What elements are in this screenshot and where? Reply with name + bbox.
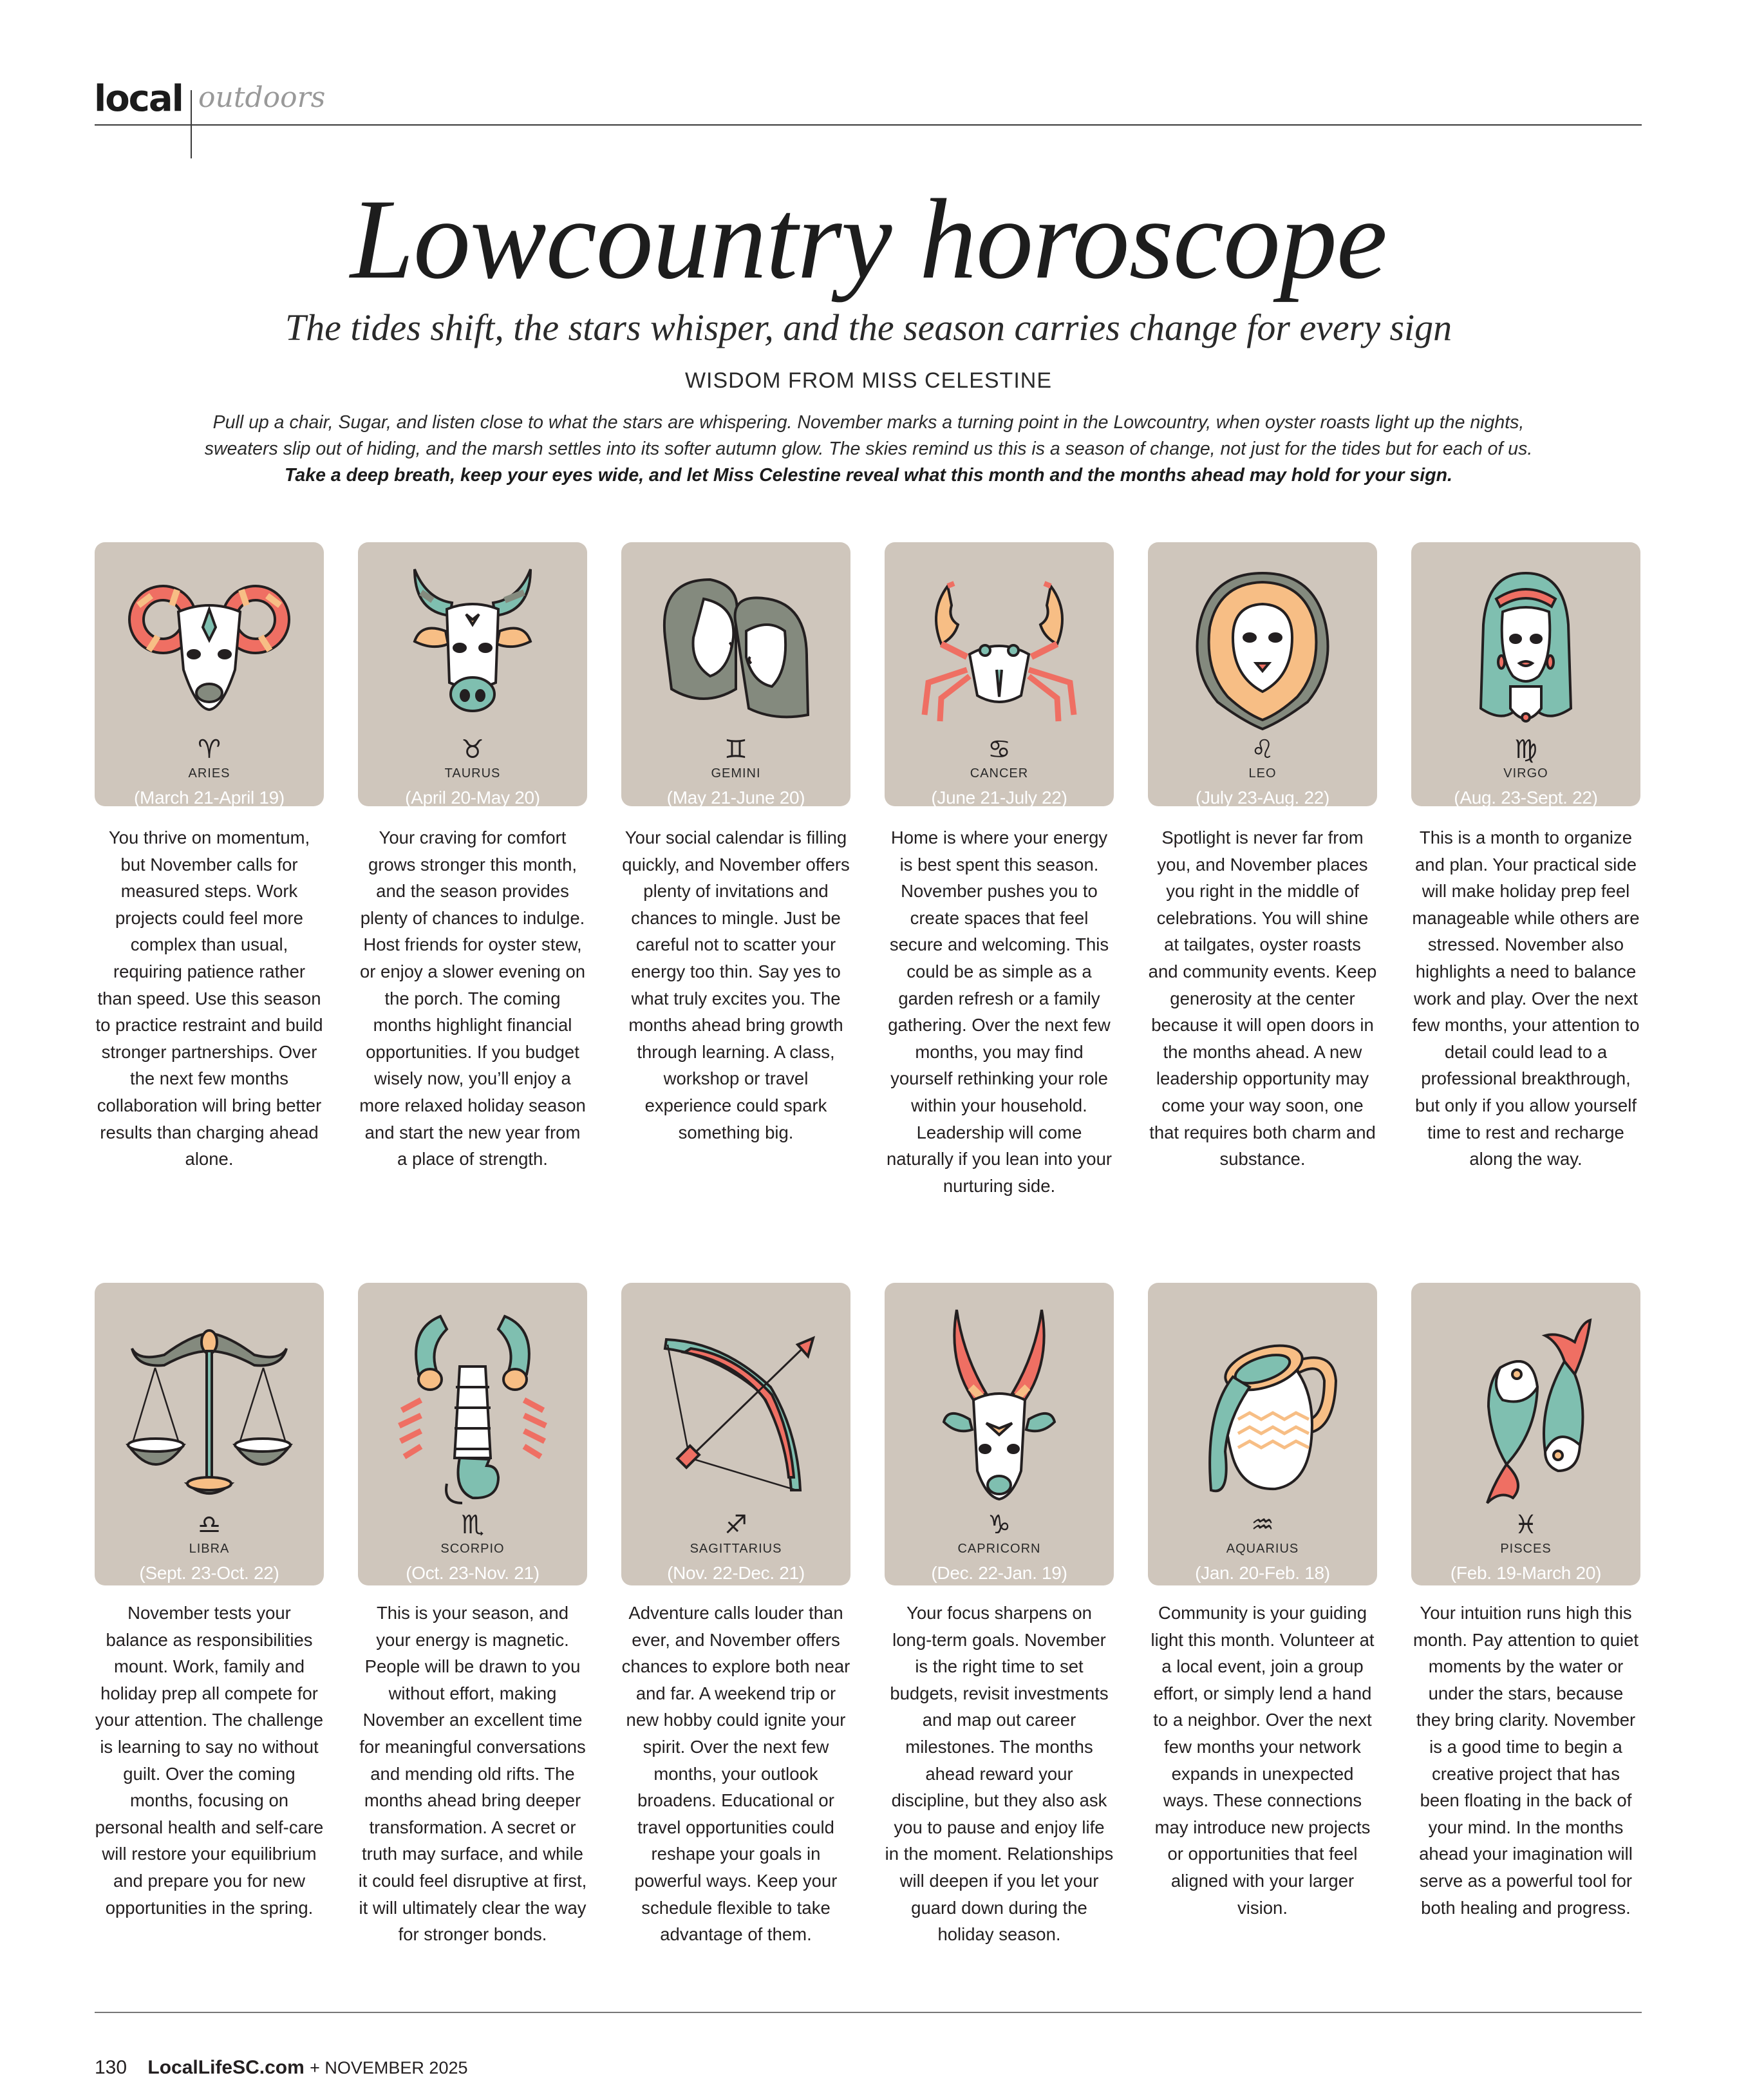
sign-taurus (358, 542, 587, 1217)
signs-row-2 (95, 1283, 1640, 1965)
fish-icon (1429, 1297, 1622, 1509)
sign-aquarius (1148, 1283, 1377, 1965)
sign-description: Your intuition runs high this month. Pay attention to quiet moments by the water or under the stars, because they bring clarity. November is a good time to begin a creative project that has been floating in the back of your mind. In the months ahead your imagination will serve as a powerful tool for both healing and progress. (1413, 1603, 1639, 1918)
sign-card (1148, 542, 1377, 806)
sign-name: CAPRICORN (957, 1542, 1041, 1556)
sign-description: This is a month to organize and plan. Your practical side will make holiday prep feel manageable while others are stressed. November also highlights a need to balance work and play. Over the next few months, your attention to detail could lead to a professional breakthrough, but only if you allow yourself time to rest and recharge along the way. (1412, 828, 1640, 1169)
sign-description: Your craving for comfort grows stronger this month, and the season provides plenty of chances to indulge. Host friends for oyster stew, or enjoy a slower evening on the porch. The coming months highlight financial opportunities. If you budget wisely now, you’ll enjoy a more relaxed holiday season and start the new year from a place of strength. (359, 828, 586, 1169)
sign-card (95, 542, 324, 806)
header-rule (95, 124, 1642, 126)
scales-icon (113, 1297, 306, 1509)
sign-description: Home is where your energy is best spent this season. November pushes you to create spaces that feel secure and welcoming. This could be as simple as a garden refresh or a family gathering. Over the next few months, you may find yourself rethinking your role within your household. Leadership will come naturally if you lean into your nurturing side. (886, 828, 1113, 1196)
sign-card (885, 542, 1114, 806)
sign-name: LEO (1248, 766, 1277, 780)
sign-dates: (Oct. 23-Nov. 21) (406, 1563, 540, 1583)
sign-pisces (1411, 1283, 1640, 1965)
footer-rule (95, 2012, 1642, 2013)
taurus-glyph-icon: ♉︎ (461, 735, 484, 764)
bow-arrow-icon (639, 1297, 832, 1509)
sign-description: Community is your guiding light this month. Volunteer at a local event, join a group effort, or simply lend a hand to a neighbor. Over the next few months your network expands in unexpected ways. These connections may introduce new projects or opportunities that feel aligned with your larger vision. (1150, 1603, 1375, 1918)
sign-dates: (June 21-July 22) (931, 788, 1067, 808)
capricorn-glyph-icon: ♑︎ (988, 1510, 1011, 1540)
sign-scorpio (358, 1283, 587, 1965)
gemini-glyph-icon: ♊︎ (724, 735, 747, 764)
sign-card (1411, 1283, 1640, 1585)
sign-card (358, 542, 587, 806)
sign-dates: (Jan. 20-Feb. 18) (1195, 1563, 1330, 1583)
maiden-icon (1429, 560, 1622, 734)
page-number: 130 (95, 2057, 127, 2078)
virgo-glyph-icon: ♍︎ (1514, 735, 1537, 764)
sign-capricorn (885, 1283, 1114, 1965)
sign-description: You thrive on momentum, but November calls for measured steps. Work projects could feel more complex than usual, requiring patience rather than speed. Use this season to practice restraint and build stronger partnerships. Over the next few months collaboration will bring better results than charging ahead alone. (95, 828, 323, 1169)
lion-icon (1166, 560, 1359, 734)
sign-name: VIRGO (1503, 766, 1548, 780)
sign-name: TAURUS (444, 766, 501, 780)
sign-name: PISCES (1500, 1542, 1552, 1556)
section-label: outdoors (198, 81, 326, 114)
sign-dates: (March 21-April 19) (134, 788, 285, 808)
intro-bold-text: Take a deep breath, keep your eyes wide, and let Miss Celestine reveal what this month and the months ahead may hold for your sign. (285, 465, 1452, 486)
sign-virgo (1411, 542, 1640, 1217)
sign-dates: (May 21-June 20) (666, 788, 805, 808)
sign-card (95, 1283, 324, 1585)
cancer-glyph-icon: ♋︎ (988, 735, 1011, 764)
leo-glyph-icon: ♌︎ (1251, 735, 1274, 764)
byline: WISDOM FROM MISS CELESTINE (684, 368, 1053, 393)
sign-dates: (Aug. 23-Sept. 22) (1454, 788, 1598, 808)
scorpion-icon (376, 1297, 569, 1509)
sign-leo (1148, 542, 1377, 1217)
intro-text: Pull up a chair, Sugar, and listen close to what the stars are whispering. November marks a turning point in the Lowcountry, when oyster roasts light up the nights, sweaters slip out of hiding, and the marsh settles into its softer autumn glow. The skies remind us this is a season of change, not just for the tides but for each of us. (204, 412, 1533, 459)
twins-icon (639, 560, 832, 734)
sign-description: Adventure calls louder than ever, and November offers chances to explore both near and far. A weekend trip or new hobby could ignite your spirit. Over the next few months, your outlook broadens. Educational or travel opportunities could reshape your goals in powerful ways. Keep your schedule flexible to take advantage of them. (621, 1603, 850, 1945)
page-subtitle: The tides shift, the stars whisper, and the season carries change for every sign (285, 307, 1452, 348)
site-link[interactable]: LocalLifeSC.com (147, 2057, 305, 2078)
intro-paragraph (193, 410, 1544, 489)
bull-icon (376, 560, 569, 734)
sign-name: CANCER (970, 766, 1029, 780)
ram-icon (113, 560, 306, 734)
sign-card (885, 1283, 1114, 1585)
sign-name: SAGITTARIUS (690, 1542, 782, 1556)
brand-logo: local (94, 78, 183, 120)
sign-name: ARIES (188, 766, 230, 780)
sign-description: Spotlight is never far from you, and November places you right in the middle of celebrations. You will shine at tailgates, oyster roasts and community events. Keep generosity at the center because it will open doors in the months ahead. A new leadership opportunity may come your way soon, one that requires both charm and substance. (1148, 828, 1377, 1169)
sign-dates: (Dec. 22-Jan. 19) (931, 1563, 1067, 1583)
sign-aries (95, 542, 324, 1217)
sign-name: AQUARIUS (1226, 1542, 1299, 1556)
header-divider (191, 90, 192, 158)
sagittarius-glyph-icon: ♐︎ (724, 1510, 747, 1540)
sign-dates: (Sept. 23-Oct. 22) (139, 1563, 279, 1583)
sign-description: Your social calendar is filling quickly, and November offers plenty of invitations and chances to mingle. Just be careful not to scatter your energy too thin. Say yes to what truly excites you. The months ahead bring growth through learning. A class, workshop or travel experience could spark something big. (622, 828, 850, 1142)
sign-dates: (July 23-Aug. 22) (1195, 788, 1330, 808)
sign-gemini (621, 542, 850, 1217)
sign-name: SCORPIO (440, 1542, 505, 1556)
sign-dates: (April 20-May 20) (405, 788, 540, 808)
sign-card (1148, 1283, 1377, 1585)
sign-sagittarius (621, 1283, 850, 1965)
libra-glyph-icon: ♎︎ (198, 1510, 221, 1540)
sign-description: This is your season, and your energy is magnetic. People will be drawn to you without effort, making November an excellent time for meaningful conversations and mending old rifts. The months ahead bring deeper transformation. A secret or truth may surface, and while it could feel disruptive at first, it will ultimately clear the way for stronger bonds. (358, 1603, 587, 1945)
sign-card (358, 1283, 587, 1585)
sign-description: November tests your balance as responsibilities mount. Work, family and holiday prep all compete for your attention. The challenge is learning to say no without guilt. Over the coming months, focusing on personal health and self-care will restore your equilibrium and prepare you for new opportunities in the spring. (95, 1603, 324, 1918)
sign-name: LIBRA (189, 1542, 230, 1556)
signs-row-1 (95, 542, 1640, 1217)
sign-card (621, 542, 850, 806)
scorpio-glyph-icon: ♏︎ (461, 1510, 484, 1540)
sign-description: Your focus sharpens on long-term goals. November is the right time to set budgets, revisit investments and map out career milestones. The months ahead reward your discipline, but they also ask you to pause and enjoy life in the moment. Relationships will deepen if you let your guard down during the holiday season. (885, 1603, 1114, 1945)
sign-cancer (885, 542, 1114, 1217)
sign-dates: (Nov. 22-Dec. 21) (667, 1563, 805, 1583)
sign-name: GEMINI (711, 766, 761, 780)
aquarius-glyph-icon: ♒︎ (1251, 1510, 1274, 1540)
pisces-glyph-icon: ♓︎ (1514, 1510, 1537, 1540)
page-title: Lowcountry horoscope (350, 175, 1387, 303)
sign-libra (95, 1283, 324, 1965)
sign-dates: (Feb. 19-March 20) (1450, 1563, 1602, 1583)
issue-date: + NOVEMBER 2025 (310, 2058, 468, 2077)
page-footer (95, 2058, 468, 2077)
crab-icon (903, 560, 1096, 734)
sign-card (621, 1283, 850, 1585)
goat-icon (903, 1297, 1096, 1509)
sign-card (1411, 542, 1640, 806)
water-jug-icon (1166, 1297, 1359, 1509)
aries-glyph-icon: ♈︎ (198, 735, 221, 764)
